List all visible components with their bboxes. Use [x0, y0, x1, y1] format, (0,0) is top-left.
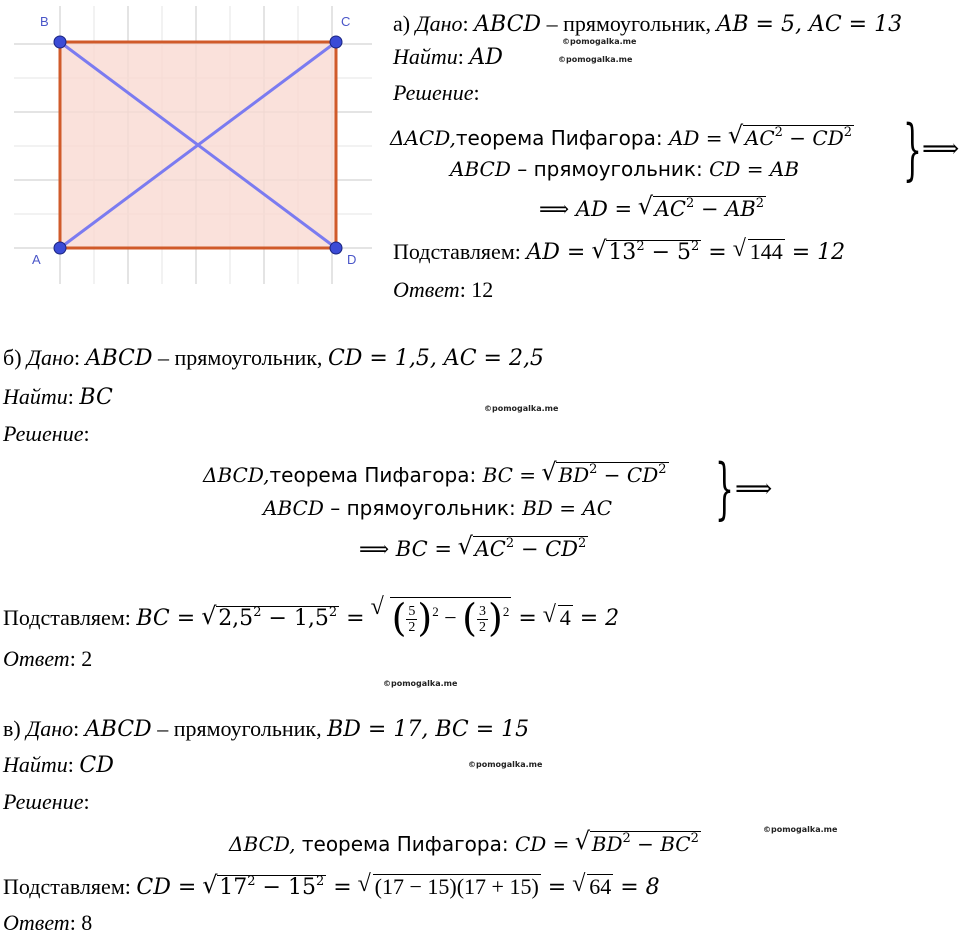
part-c-answer: Ответ: 8 — [3, 910, 93, 935]
sqrt: √ $BD^2 - CD^2$ — [542, 462, 668, 488]
part-b-answer: Ответ: 2 — [3, 646, 93, 671]
part-b-row2: ABCD – прямоугольник: BD = AC — [263, 496, 613, 520]
point-a — [54, 242, 66, 254]
part-a-row3: ⟹ AD = √ $AC^2 - AB^2$ — [539, 196, 766, 222]
sqrt: √ $AC^2 - AB^2$ — [639, 196, 766, 222]
watermark: ©pomogalka.me — [484, 404, 559, 413]
part-c-find: Найти: CD — [3, 752, 114, 778]
sqrt: √ 144 — [734, 239, 785, 265]
sqrt: √ $17^2 - 15^2$ — [203, 875, 326, 901]
sqrt: √ $BD^2 - BC^2$ — [576, 831, 701, 857]
right-brace: } — [903, 111, 922, 188]
part-a-row1: ΔACD,теорема Пифагора: AD = √ $AC^2 - CD^2$ — [390, 125, 854, 151]
sqrt: √ $2,5^2 - 1,5^2$ — [202, 606, 339, 632]
part-b-row1: ΔBCD,теорема Пифагора: BC = √ $BD^2 - CD^2$ — [203, 462, 669, 488]
part-b-implies: ⟹ — [735, 474, 773, 503]
part-c-given: в) Дано: ABCD – прямоугольник, BD = 17, BC = 15 — [3, 716, 530, 742]
rectangle-figure — [0, 0, 380, 290]
sqrt: √ $AC^2 - CD^2$ — [729, 125, 854, 151]
sqrt-fractions: √ ( $\frac{5}{2}$ )$^2$ − ( $\frac{3}{2}$ )$^2$ — [372, 597, 512, 638]
label-a: A — [32, 252, 41, 267]
fraction: $\frac{3}{2}$ — [479, 604, 486, 636]
part-c-solution-label: Решение: — [3, 789, 90, 814]
part-a-substitution: Подставляем: AD = √ $13^2 - 5^2$ = √ 144 = 12 — [393, 239, 845, 266]
label-d: D — [347, 252, 357, 267]
watermark: ©pomogalka.me — [763, 825, 838, 834]
watermark: ©pomogalka.me — [468, 760, 543, 769]
part-a-row2: ABCD – прямоугольник: CD = AB — [450, 157, 800, 181]
point-c — [330, 36, 342, 48]
watermark: ©pomogalka.me — [558, 55, 633, 64]
fraction: $\frac{5}{2}$ — [408, 604, 416, 636]
label-c: C — [341, 14, 351, 29]
right-brace: } — [715, 450, 734, 527]
watermark: ©pomogalka.me — [383, 679, 458, 688]
sqrt: √ $13^2 - 5^2$ — [592, 240, 701, 266]
part-a-given: а) Дано: ABCD – прямоугольник, AB = 5, AC = 13 — [393, 11, 903, 37]
part-b-solution-label: Решение: — [3, 421, 90, 446]
part-b-row3: ⟹ BC = √ $AC^2 - CD^2$ — [359, 536, 588, 562]
watermark: ©pomogalka.me — [562, 37, 637, 46]
part-c-row1: ΔBCD, теорема Пифагора: CD = √ $BD^2 - BC^2$ — [229, 831, 701, 857]
point-b — [54, 36, 66, 48]
point-d — [330, 242, 342, 254]
sqrt: √ $AC^2 - CD^2$ — [459, 536, 589, 562]
part-a-answer: Ответ: 12 — [393, 277, 494, 302]
part-a-implies: ⟹ — [922, 134, 960, 163]
label-b: B — [40, 14, 49, 29]
sqrt: √ 4 — [544, 605, 573, 631]
given-word: Дано — [415, 11, 463, 36]
sqrt: √ 64 — [573, 874, 613, 900]
part-b-substitution: Подставляем: BC = √ $2,5^2 - 1,5^2$ = √ ( $\frac{5}{2}$ )$^2$ − ( $\frac{3}{2}$ )$^2$ = √ 4 = 2 — [3, 597, 619, 638]
part-a-solution-label: Решение: — [393, 80, 480, 105]
part-b-find: Найти: BC — [3, 384, 113, 410]
part-c-substitution: Подставляем: CD = √ $17^2 - 15^2$ = √ (17 − 15)(17 + 15) = √ 64 = 8 — [3, 874, 660, 901]
part-a-find: Найти: AD — [393, 44, 503, 70]
sqrt: √ (17 − 15)(17 + 15) — [359, 874, 541, 900]
part-b-given: б) Дано: ABCD – прямоугольник, CD = 1,5, AC = 2,5 — [3, 345, 544, 371]
